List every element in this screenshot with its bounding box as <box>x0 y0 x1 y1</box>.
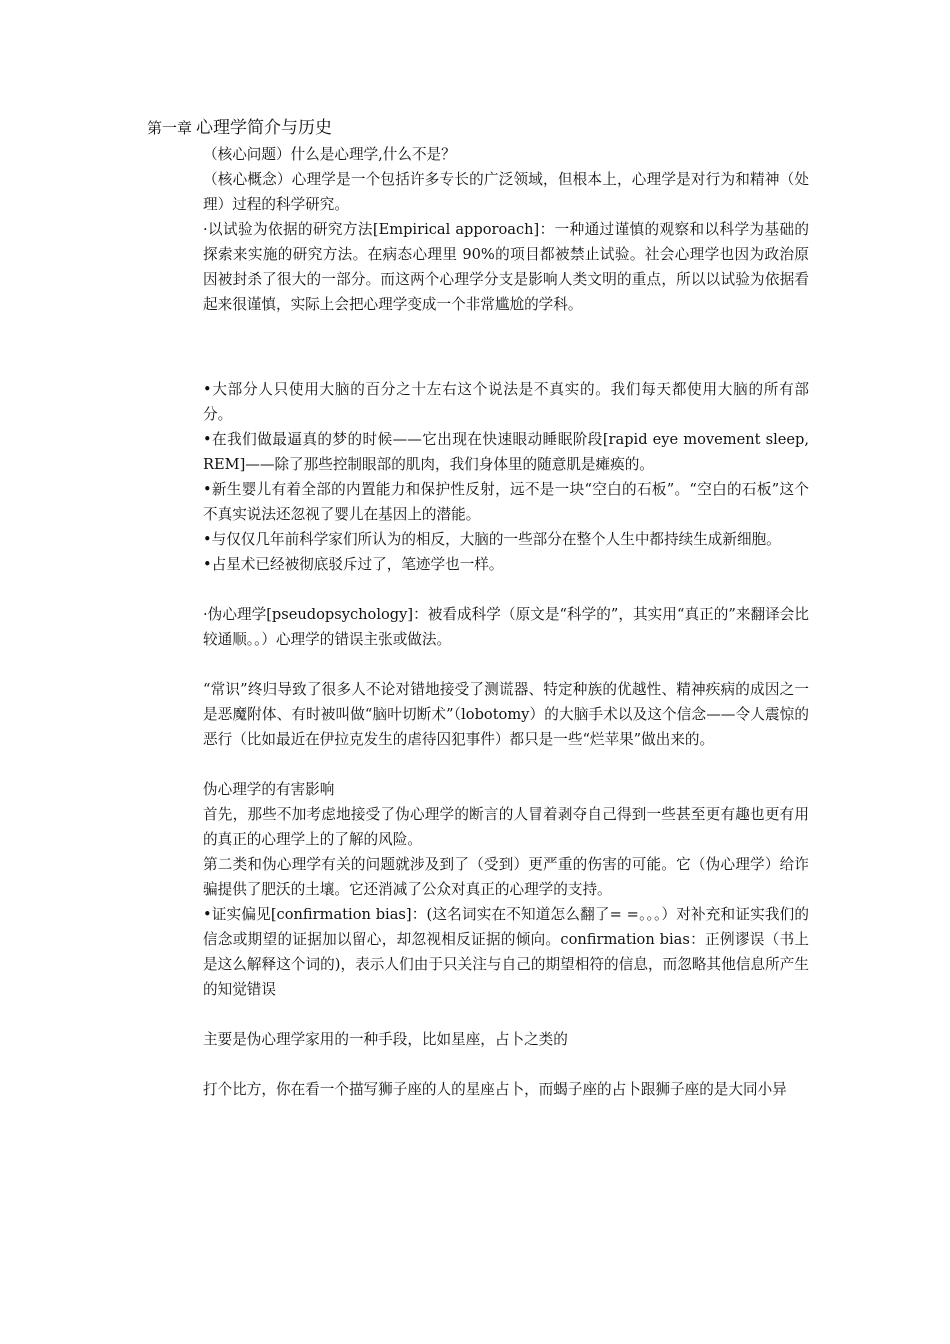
common-sense-paragraph: “常识”终归导致了很多人不论对错地接受了测谎器、特定种族的优越性、精神疾病的成因之一是恶魔附体、有时被叫做“脑叶切断术”（lobotomy）的大脑手术以及这个信念——令人震惊的恶行（比如最近在伊拉克发生的虐待囚犯事件）都只是一些“烂苹果”做出来的。 <box>203 681 809 748</box>
myth-item-brain-ten-percent: •大部分人只使用大脑的百分之十左右这个说法是不真实的。我们每天都使用大脑的所有部分。 <box>203 381 809 423</box>
section-heading-harmful-effects: 伪心理学的有害影响 <box>203 781 335 798</box>
chapter-number: 第一章 <box>147 119 193 137</box>
chapter-title: 心理学简介与历史 <box>196 118 333 138</box>
empirical-approach-paragraph: ·以试验为依据的研究方法[Empirical apporoach]：一种通过谨慎的观察和以科学为基础的探索来实施的研究方法。在病态心理里 90%的项目都被禁止试验。社会心理学也因为政治原因被封杀了很大的一部分。而这两个心理学分支是影响人类文明的重点，所以以试验为依据看起来很谨慎，实际上会把心理学变成一个非常尴尬的学科。 <box>203 221 809 313</box>
chapter-heading <box>147 116 332 140</box>
horoscope-example: 打个比方，你在看一个描写狮子座的人的星座占卜，而蝎子座的占卜跟狮子座的是大同小异 <box>203 1081 787 1098</box>
myth-item-new-cells: •与仅仅几年前科学家们所认为的相反，大脑的一些部分在整个人生中都持续生成新细胞。 <box>203 531 781 548</box>
myth-item-blank-slate: •新生婴儿有着全部的内置能力和保护性反射，远不是一块“空白的石板”。“空白的石板”这个不真实说法还忽视了婴儿在基因上的潜能。 <box>203 481 809 523</box>
harm-first-paragraph: 首先，那些不加考虑地接受了伪心理学的断言的人冒着剥夺自己得到一些甚至更有趣也更有用的真正的心理学上的了解的风险。 <box>203 806 809 848</box>
myth-item-astrology: •占星术已经被彻底驳斥过了，笔迹学也一样。 <box>203 556 504 573</box>
core-concept: （核心概念）心理学是一个包括许多专长的广泛领域，但根本上，心理学是对行为和精神（处理）过程的科学研究。 <box>203 171 809 213</box>
confirmation-bias-paragraph: •证实偏见[confirmation bias]：(这名词实在不知道怎么翻了= =。。。）对补充和证实我们的信念或期望的证据加以留心，却忽视相反证据的倾向。confirmation bias：正例谬误（书上是这么解释这个词的)，表示人们由于只关注与自己的期望相符的信息，而忽略其他信息所产生的知觉错误 <box>203 906 809 998</box>
myth-item-rem-sleep: •在我们做最逼真的梦的时候——它出现在快速眼动睡眠阶段[rapid eye movement sleep, REM]——除了那些控制眼部的肌肉，我们身体里的随意肌是瘫痪的。 <box>203 431 809 473</box>
pseudo-technique-note: 主要是伪心理学家用的一种手段，比如星座，占卜之类的 <box>203 1031 568 1048</box>
harm-second-paragraph: 第二类和伪心理学有关的问题就涉及到了（受到）更严重的伤害的可能。它（伪心理学）给诈骗提供了肥沃的土壤。它还消减了公众对真正的心理学的支持。 <box>203 856 809 898</box>
core-question: （核心问题）什么是心理学,什么不是？ <box>203 146 456 163</box>
document-body <box>203 142 809 1102</box>
pseudopsychology-definition: ·伪心理学[pseudopsychology]：被看成科学（原文是“科学的”，其实用“真正的”来翻译会比较通顺。。）心理学的错误主张或做法。 <box>203 606 809 648</box>
